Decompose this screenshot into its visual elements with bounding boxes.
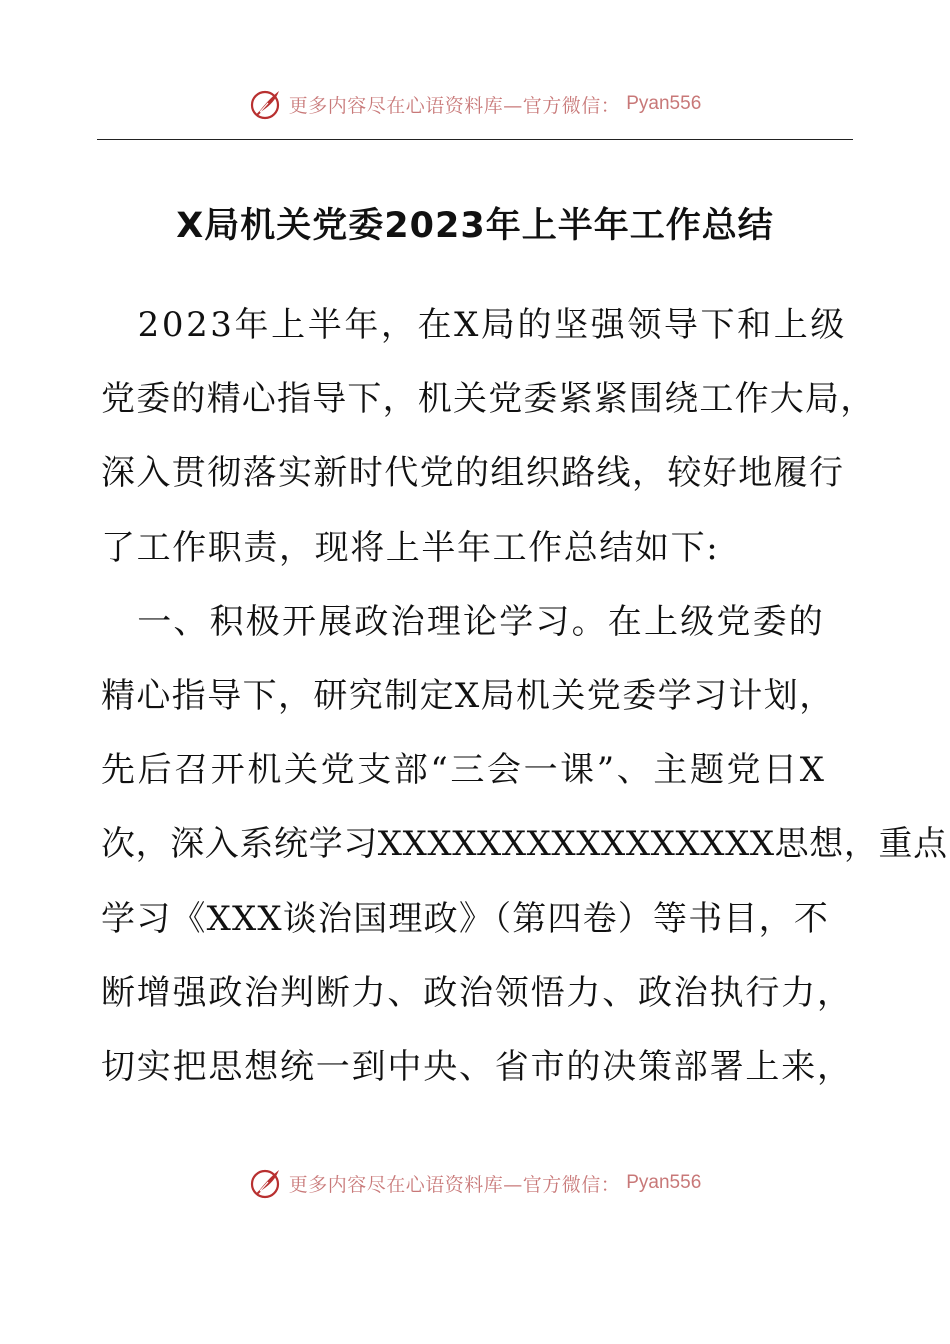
- watermark-wechat-id: Pyan556: [626, 93, 702, 114]
- body-line: 次，深入系统学习XXXXXXXXXXXXXXXX思想，重点: [101, 824, 948, 865]
- body-line: 党委的精心指导下，机关党委紧紧围绕工作大局，: [101, 379, 876, 420]
- watermark-text: 更多内容尽在心语资料库—官方微信：: [288, 94, 621, 117]
- document-body: [101, 288, 948, 1104]
- watermark-footer: [0, 1163, 950, 1203]
- watermark-header: [0, 84, 950, 124]
- body-line: 2023年上半年，在X局的坚强领导下和上级: [101, 305, 847, 345]
- quill-logo-icon: [249, 1166, 283, 1200]
- body-line: 切实把思想统一到中央、省市的决策部署上来，: [101, 1046, 853, 1087]
- header-divider: [97, 139, 853, 140]
- quill-logo-icon: [249, 87, 283, 121]
- body-line: 学习《XXX谈治国理政》（第四卷）等书目，不: [101, 898, 830, 939]
- body-line: 了工作职责，现将上半年工作总结如下:: [101, 527, 720, 568]
- watermark-wechat-id: Pyan556: [626, 1172, 702, 1193]
- watermark-text: 更多内容尽在心语资料库—官方微信：: [288, 1173, 621, 1196]
- document-title: X局机关党委2023年上半年工作总结: [176, 206, 774, 246]
- body-line: 先后召开机关党支部“三会一课”、主题党日X: [101, 750, 827, 791]
- body-line: 一、积极开展政治理论学习。在上级党委的: [101, 601, 825, 642]
- body-line: 深入贯彻落实新时代党的组织路线，较好地履行: [101, 453, 845, 494]
- body-line: 断增强政治判断力、政治领悟力、政治执行力，: [101, 972, 853, 1013]
- body-line: 精心指导下，研究制定X局机关党委学习计划，: [101, 675, 835, 716]
